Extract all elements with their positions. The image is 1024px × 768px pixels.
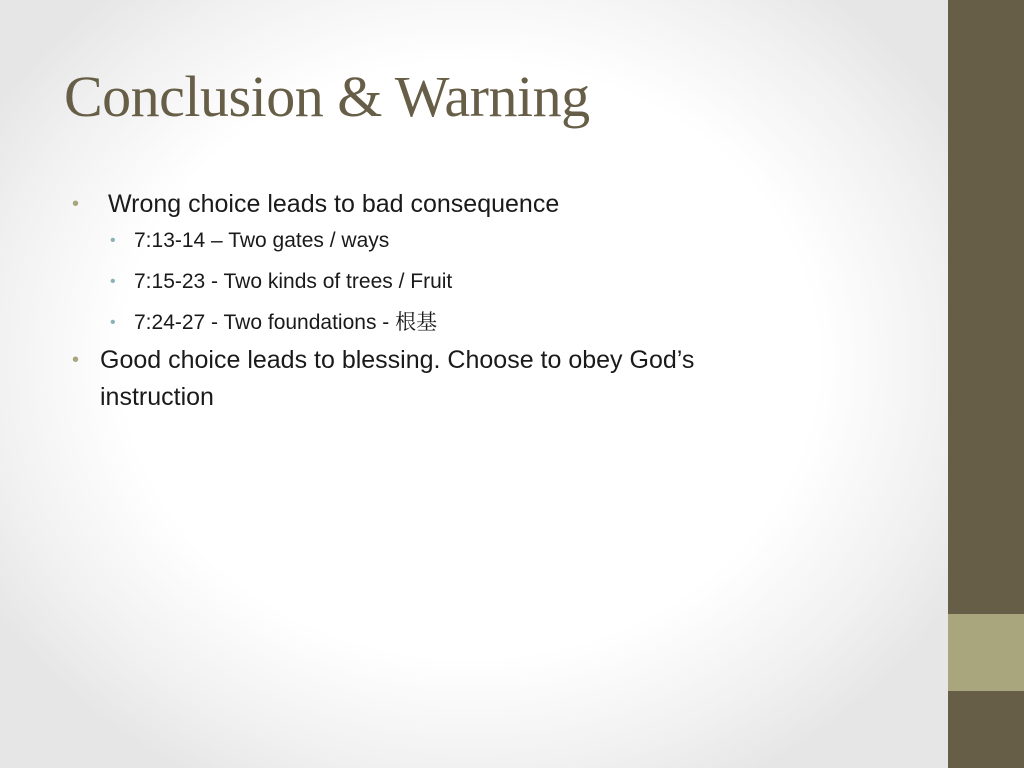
bullet-dot-icon: •: [72, 349, 80, 371]
sub-bullet-text: 7:15-23 - Two kinds of trees / Fruit: [134, 270, 453, 293]
bullet-text: Wrong choice leads to bad consequence: [108, 190, 560, 218]
sub-bullet-text: 7:24-27 - Two foundations - 根基: [134, 311, 438, 334]
bullet-good-choice: [72, 342, 812, 416]
sub-bullet-two-foundations: [72, 309, 812, 336]
sub-bullet-two-trees: [72, 268, 812, 295]
sub-bullet-dot-icon: •: [110, 232, 116, 249]
sub-bullet-text: 7:13-14 – Two gates / ways: [134, 229, 390, 252]
bullet-text: Good choice leads to blessing. Choose to obey God’s instruction: [100, 346, 695, 411]
bullet-list: [72, 186, 812, 416]
bullet-dot-icon: •: [72, 193, 80, 215]
sub-bullet-dot-icon: •: [110, 273, 116, 290]
slide-title: Conclusion & Warning: [64, 64, 590, 129]
sub-bullet-dot-icon: •: [110, 314, 116, 331]
bullet-wrong-choice: [72, 186, 812, 223]
sub-bullet-two-gates: [72, 227, 812, 254]
side-decoration-accent: [948, 614, 1024, 691]
